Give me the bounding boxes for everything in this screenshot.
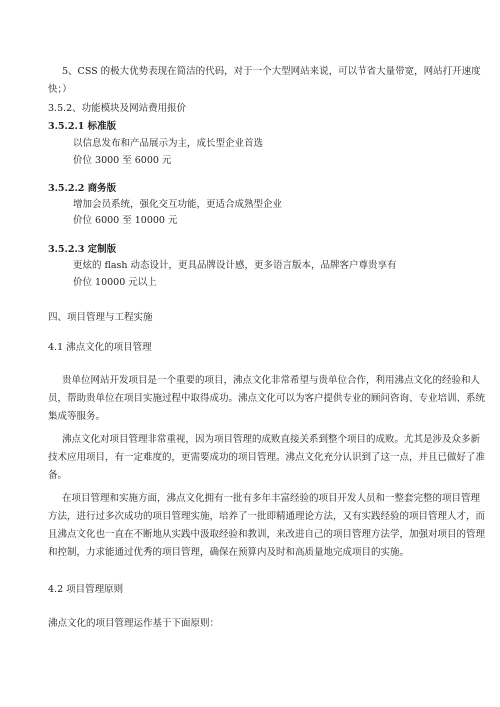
para1-line-3: 集成等服务。: [48, 411, 106, 422]
para1-line-1: 贵单位网站开发项目是一个重要的项目，沸点文化非常希望与贵单位合作，利用沸点文化的经验和人: [62, 375, 481, 386]
business-desc: 增加会员系统，强化交互功能，更适合成熟型企业: [73, 199, 283, 210]
para3-line-2: 方法，进行过多次成功的项目管理实施，培养了一批即精通理论方法，又有实践经验的项目管理人才，而: [48, 511, 486, 522]
business-title: 3.5.2.2 商务版: [48, 183, 117, 194]
intro-line-1: 5、CSS 的极大优势表现在简洁的代码，对于一个大型网站来说，可以节省大量带宽，网站打开速度: [62, 66, 481, 77]
para3-line-3: 且沸点文化也一直在不断地从实践中汲取经验和教训，来改进自己的项目管理方法学，加强对项目的管理: [48, 529, 486, 540]
standard-price: 价位 3000 至 6000 元: [73, 155, 172, 166]
para3-line-4: 和控制，力求能通过优秀的项目管理，确保在预算内及时和高质量地完成项目的实施。: [48, 547, 410, 558]
para1-line-2: 员，帮助贵单位在项目实施过程中取得成功。沸点文化可以为客户提供专业的顾问咨询、专业培训、系统: [48, 393, 486, 404]
section-42-title: 4.2 项目管理原则: [48, 584, 124, 595]
custom-price: 价位 10000 元以上: [73, 277, 157, 288]
para2-line-2: 技术应用项目，有一定难度的，更需要成功的项目管理。沸点文化充分认识到了这一点，并且已做好了准: [48, 452, 486, 463]
section-42-para: 沸点文化的项目管理运作基于下面原则：: [48, 618, 220, 629]
section-4-title: 四、项目管理与工程实施: [48, 312, 153, 323]
standard-desc: 以信息发布和产品展示为主，成长型企业首选: [73, 138, 264, 149]
custom-desc: 更炫的 flash 动态设计，更具品牌设计感，更多语言版本，品牌客户尊贵享有: [73, 260, 397, 271]
intro-line-2: 快；）: [48, 84, 72, 95]
para2-line-1: 沸点文化对项目管理非常重视，因为项目管理的成败直接关系到整个项目的成败。尤其是涉及众多新: [62, 434, 481, 445]
standard-title: 3.5.2.1 标准版: [48, 121, 117, 132]
business-price: 价位 6000 至 10000 元: [73, 215, 178, 226]
section-352-title: 3.5.2、功能模块及网站费用报价: [48, 103, 187, 114]
para3-line-1: 在项目管理和实施方面，沸点文化拥有一批有多年丰富经验的项目开发人员和一整套完整的项目管理: [62, 493, 481, 504]
section-41-title: 4.1 沸点文化的项目管理: [48, 342, 152, 353]
custom-title: 3.5.2.3 定制版: [48, 244, 117, 255]
para2-line-3: 备。: [48, 470, 68, 481]
